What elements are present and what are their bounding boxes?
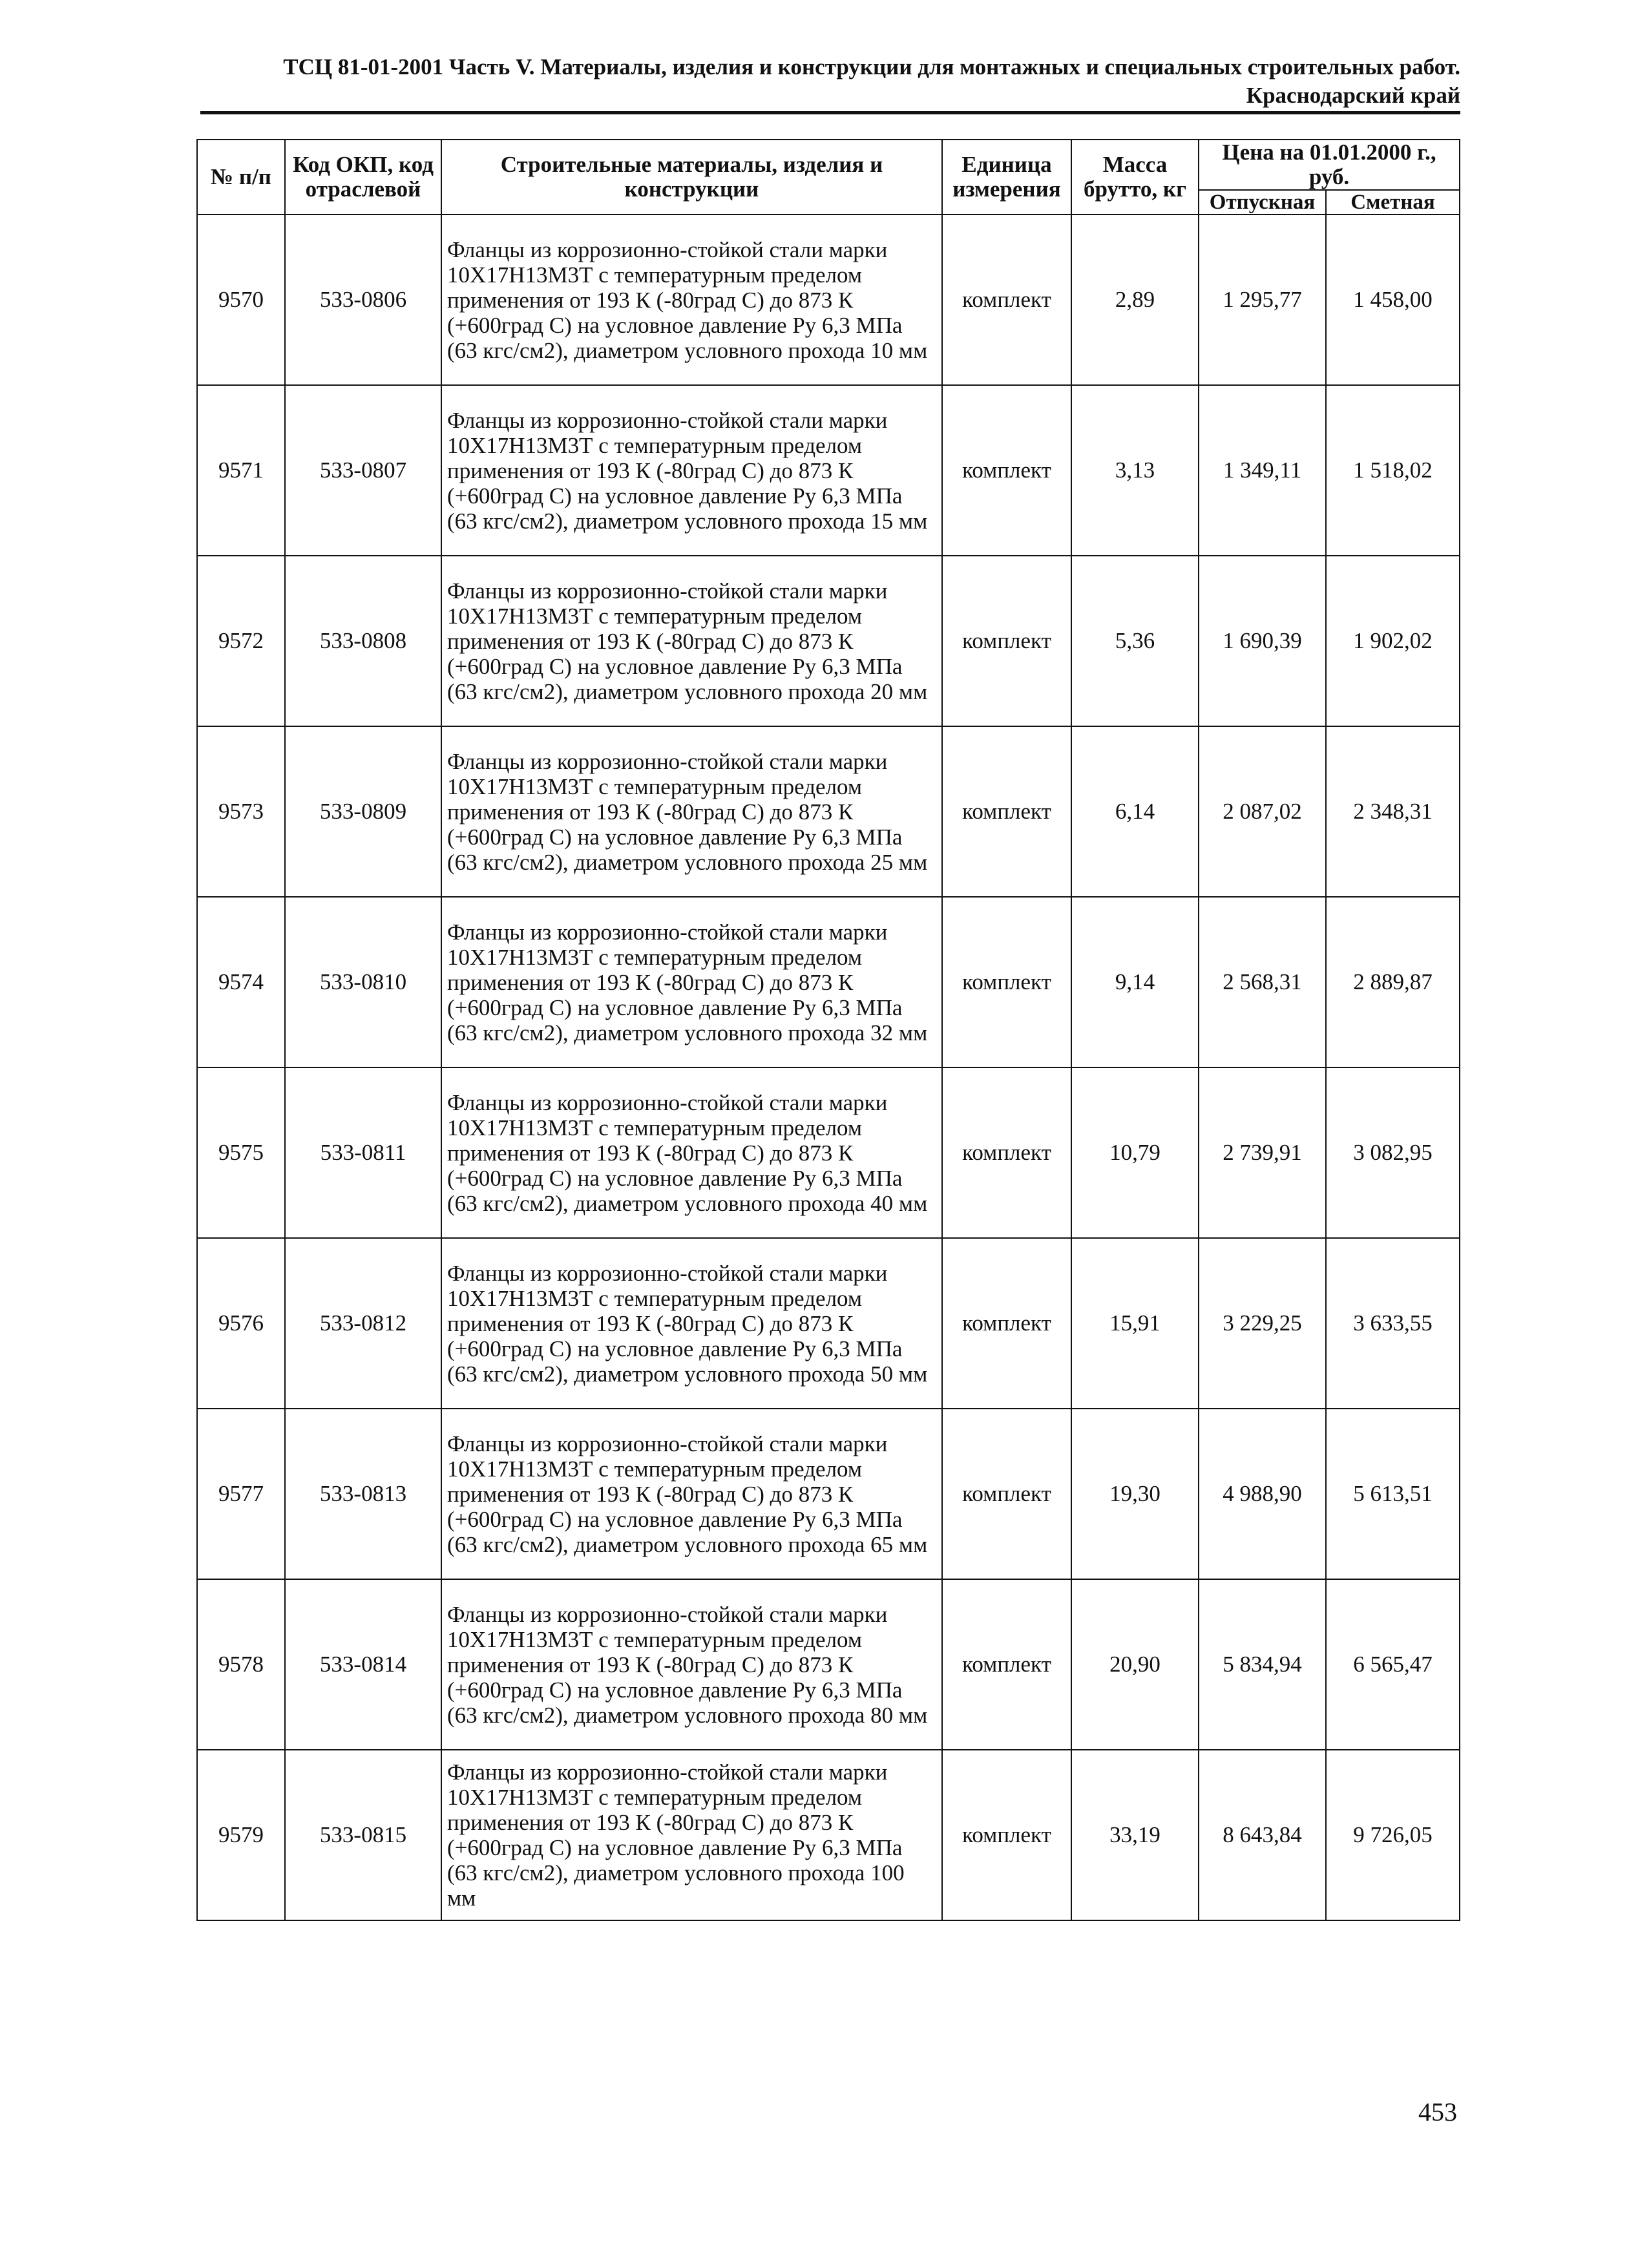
cell-price-release: 2 087,02	[1199, 726, 1326, 897]
table-row	[197, 385, 1460, 556]
cell-mass: 3,13	[1071, 385, 1199, 556]
cell-price-release: 5 834,94	[1199, 1579, 1326, 1750]
cell-name: Фланцы из коррозионно-стойкой стали марки 10Х17Н13М3Т с температурным пределом применения от 193 К (-80град С) до 873 К (+600град С) на условное давление Ру 6,3 МПа (63 кгс/см2), диаметром условного прохода 32 мм	[441, 897, 942, 1067]
cell-price-release: 2 568,31	[1199, 897, 1326, 1067]
table-row	[197, 1238, 1460, 1409]
price-table	[196, 139, 1460, 1921]
cell-num: 9572	[197, 556, 285, 726]
cell-mass: 33,19	[1071, 1750, 1199, 1920]
table-row	[197, 1409, 1460, 1579]
cell-num: 9579	[197, 1750, 285, 1920]
cell-mass: 10,79	[1071, 1067, 1199, 1238]
col-header-unit: Единица измерения	[942, 140, 1071, 215]
cell-name: Фланцы из коррозионно-стойкой стали марки 10Х17Н13М3Т с температурным пределом применения от 193 К (-80град С) до 873 К (+600град С) на условное давление Ру 6,3 МПа (63 кгс/см2), диаметром условного прохода 50 мм	[441, 1238, 942, 1409]
table-row	[197, 726, 1460, 897]
cell-code: 533-0808	[285, 556, 441, 726]
cell-price-estimate: 1 458,00	[1326, 215, 1460, 385]
page-number: 453	[1418, 2097, 1457, 2126]
cell-price-release: 4 988,90	[1199, 1409, 1326, 1579]
cell-name: Фланцы из коррозионно-стойкой стали марки 10Х17Н13М3Т с температурным пределом применения от 193 К (-80град С) до 873 К (+600град С) на условное давление Ру 6,3 МПа (63 кгс/см2), диаметром условного прохода 15 мм	[441, 385, 942, 556]
cell-num: 9578	[197, 1579, 285, 1750]
cell-code: 533-0809	[285, 726, 441, 897]
cell-code: 533-0811	[285, 1067, 441, 1238]
cell-name: Фланцы из коррозионно-стойкой стали марки 10Х17Н13М3Т с температурным пределом применения от 193 К (-80град С) до 873 К (+600град С) на условное давление Ру 6,3 МПа (63 кгс/см2), диаметром условного прохода 20 мм	[441, 556, 942, 726]
cell-unit: комплект	[942, 1238, 1071, 1409]
cell-price-estimate: 9 726,05	[1326, 1750, 1460, 1920]
cell-code: 533-0810	[285, 897, 441, 1067]
header-title: ТСЦ 81-01-2001 Часть V. Материалы, изделия и конструкции для монтажных и специальных строительных работ.	[283, 54, 1460, 79]
cell-name: Фланцы из коррозионно-стойкой стали марки 10Х17Н13М3Т с температурным пределом применения от 193 К (-80град С) до 873 К (+600град С) на условное давление Ру 6,3 МПа (63 кгс/см2), диаметром условного прохода 80 мм	[441, 1579, 942, 1750]
table-row	[197, 897, 1460, 1067]
cell-unit: комплект	[942, 1750, 1071, 1920]
header-region: Краснодарский край	[1246, 83, 1460, 108]
cell-mass: 5,36	[1071, 556, 1199, 726]
page-header	[200, 53, 1460, 110]
table-row	[197, 1750, 1460, 1920]
cell-num: 9573	[197, 726, 285, 897]
cell-price-release: 3 229,25	[1199, 1238, 1326, 1409]
cell-price-estimate: 1 518,02	[1326, 385, 1460, 556]
cell-unit: комплект	[942, 1579, 1071, 1750]
cell-code: 533-0814	[285, 1579, 441, 1750]
cell-unit: комплект	[942, 897, 1071, 1067]
cell-price-release: 8 643,84	[1199, 1750, 1326, 1920]
cell-num: 9570	[197, 215, 285, 385]
cell-price-estimate: 1 902,02	[1326, 556, 1460, 726]
col-header-name: Строительные материалы, изделия и конструкции	[441, 140, 942, 215]
cell-unit: комплект	[942, 726, 1071, 897]
col-header-price-release: Отпускная	[1199, 190, 1326, 215]
table-row	[197, 1579, 1460, 1750]
cell-price-release: 2 739,91	[1199, 1067, 1326, 1238]
cell-mass: 15,91	[1071, 1238, 1199, 1409]
cell-name: Фланцы из коррозионно-стойкой стали марки 10Х17Н13М3Т с температурным пределом применения от 193 К (-80град С) до 873 К (+600град С) на условное давление Ру 6,3 МПа (63 кгс/см2), диаметром условного прохода 100 мм	[441, 1750, 942, 1920]
cell-code: 533-0812	[285, 1238, 441, 1409]
cell-code: 533-0806	[285, 215, 441, 385]
cell-price-release: 1 690,39	[1199, 556, 1326, 726]
cell-mass: 2,89	[1071, 215, 1199, 385]
table-row	[197, 215, 1460, 385]
cell-mass: 9,14	[1071, 897, 1199, 1067]
cell-name: Фланцы из коррозионно-стойкой стали марки 10Х17Н13М3Т с температурным пределом применения от 193 К (-80град С) до 873 К (+600град С) на условное давление Ру 6,3 МПа (63 кгс/см2), диаметром условного прохода 25 мм	[441, 726, 942, 897]
cell-price-estimate: 5 613,51	[1326, 1409, 1460, 1579]
col-header-price-group: Цена на 01.01.2000 г., руб.	[1199, 140, 1460, 190]
col-header-num: № п/п	[197, 140, 285, 215]
cell-price-estimate: 3 633,55	[1326, 1238, 1460, 1409]
cell-unit: комплект	[942, 385, 1071, 556]
cell-code: 533-0815	[285, 1750, 441, 1920]
cell-num: 9574	[197, 897, 285, 1067]
cell-price-estimate: 2 348,31	[1326, 726, 1460, 897]
col-header-mass: Масса брутто, кг	[1071, 140, 1199, 215]
cell-price-release: 1 349,11	[1199, 385, 1326, 556]
header-rule	[200, 111, 1460, 114]
cell-unit: комплект	[942, 1067, 1071, 1238]
cell-num: 9577	[197, 1409, 285, 1579]
cell-name: Фланцы из коррозионно-стойкой стали марки 10Х17Н13М3Т с температурным пределом применения от 193 К (-80град С) до 873 К (+600град С) на условное давление Ру 6,3 МПа (63 кгс/см2), диаметром условного прохода 65 мм	[441, 1409, 942, 1579]
table-row	[197, 556, 1460, 726]
cell-unit: комплект	[942, 215, 1071, 385]
cell-unit: комплект	[942, 1409, 1071, 1579]
cell-name: Фланцы из коррозионно-стойкой стали марки 10Х17Н13М3Т с температурным пределом применения от 193 К (-80град С) до 873 К (+600град С) на условное давление Ру 6,3 МПа (63 кгс/см2), диаметром условного прохода 40 мм	[441, 1067, 942, 1238]
cell-num: 9576	[197, 1238, 285, 1409]
col-header-code: Код ОКП, код отраслевой	[285, 140, 441, 215]
cell-mass: 20,90	[1071, 1579, 1199, 1750]
cell-price-estimate: 3 082,95	[1326, 1067, 1460, 1238]
cell-price-estimate: 2 889,87	[1326, 897, 1460, 1067]
cell-code: 533-0807	[285, 385, 441, 556]
cell-mass: 6,14	[1071, 726, 1199, 897]
table-row	[197, 1067, 1460, 1238]
cell-num: 9575	[197, 1067, 285, 1238]
cell-unit: комплект	[942, 556, 1071, 726]
col-header-price-estimate: Сметная	[1326, 190, 1460, 215]
cell-code: 533-0813	[285, 1409, 441, 1579]
cell-price-estimate: 6 565,47	[1326, 1579, 1460, 1750]
cell-name: Фланцы из коррозионно-стойкой стали марки 10Х17Н13М3Т с температурным пределом применения от 193 К (-80град С) до 873 К (+600град С) на условное давление Ру 6,3 МПа (63 кгс/см2), диаметром условного прохода 10 мм	[441, 215, 942, 385]
cell-num: 9571	[197, 385, 285, 556]
cell-mass: 19,30	[1071, 1409, 1199, 1579]
cell-price-release: 1 295,77	[1199, 215, 1326, 385]
